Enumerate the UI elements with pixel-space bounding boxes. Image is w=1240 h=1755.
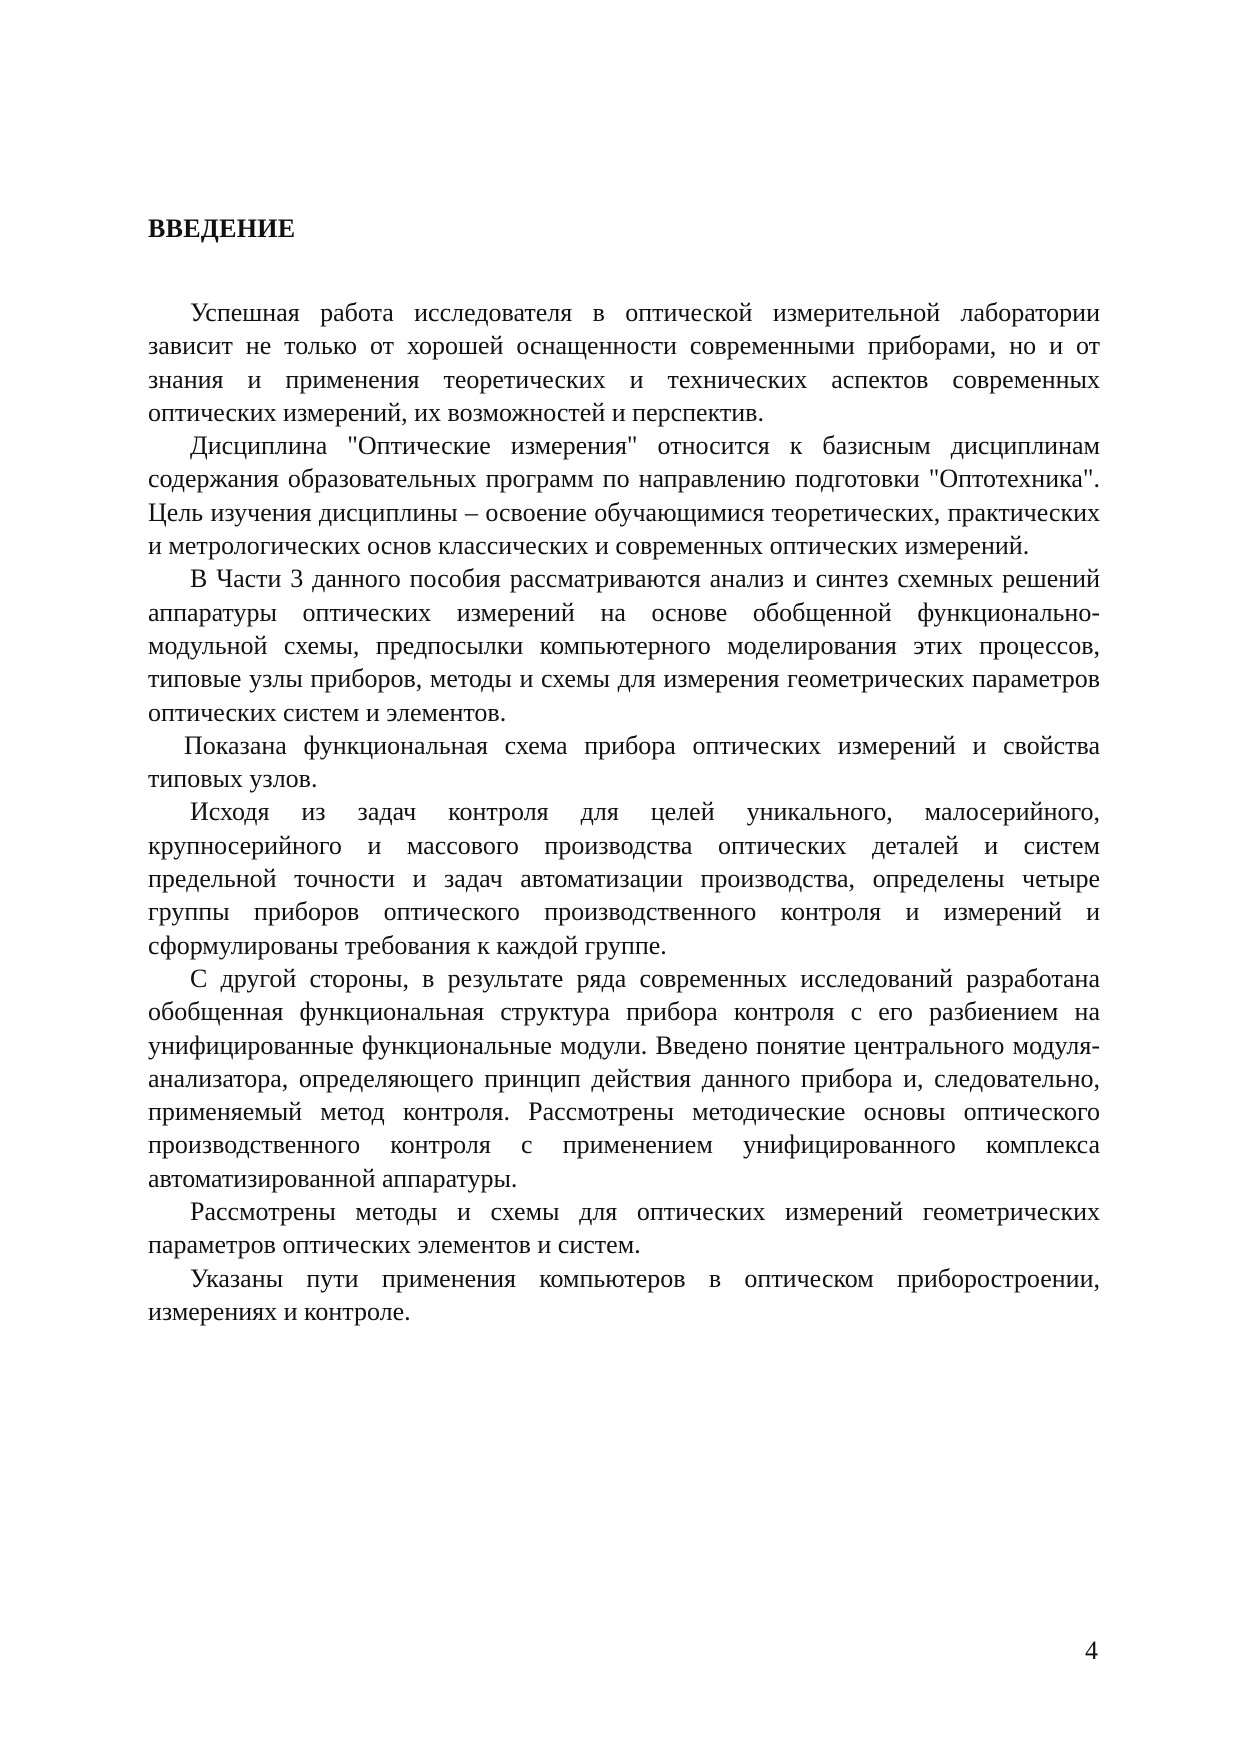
paragraph-3: В Части 3 данного пособия рассматриваются анализ и синтез схемных решений аппаратуры оптических измерений на основе обобщенной функционально-модульной схемы, предпосылки компьютерного моделирования этих процессов, типовые узлы приборов, методы и схемы для измерения геометрических параметров оптических систем и элементов. <box>148 564 1100 727</box>
section-heading: ВВЕДЕНИЕ <box>148 214 296 243</box>
page-number: 4 <box>1085 1636 1098 1665</box>
paragraph-1: Успешная работа исследователя в оптической измерительной лаборатории зависит не только от хорошей оснащенности современными приборами, но и от знания и применения теоретических и технических аспектов современных оптических измерений, их возможностей и перспектив. <box>148 298 1100 427</box>
paragraph-7: Рассмотрены методы и схемы для оптических измерений геометрических параметров оптических элементов и систем. <box>148 1197 1100 1260</box>
paragraph-8: Указаны пути применения компьютеров в оптическом приборостроении, измерениях и контроле. <box>148 1263 1100 1326</box>
paragraph-2: Дисциплина "Оптические измерения" относится к базисным дисциплинам содержания образовательных программ по направлению подготовки "Оптотехника". Цель изучения дисциплины – освоение обучающимися теоретических, практических и метрологических основ классических и современных оптических измерений. <box>148 431 1100 561</box>
paragraph-5: Исходя из задач контроля для целей уникального, малосерийного, крупносерийного и массового производства оптических деталей и систем предельной точности и задач автоматизации производства, определены четыре группы приборов оптического производственного контроля и измерений и сформулированы требования к каждой группе. <box>148 797 1100 960</box>
paragraph-6: С другой стороны, в результате ряда современных исследований разработана обобщенная функциональная структура прибора контроля с его разбиением на унифицированные функциональные модули. Введено понятие центрального модуля-анализатора, определяющего принцип действия данного прибора и, следовательно, применяемый метод контроля. Рассмотрены методические основы оптического производственного контроля с применением унифицированного комплекса автоматизированной аппаратуры. <box>148 963 1100 1193</box>
body-text <box>148 296 1100 1328</box>
paragraph-4: Показана функциональная схема прибора оптических измерений и свойства типовых узлов. <box>148 730 1100 794</box>
